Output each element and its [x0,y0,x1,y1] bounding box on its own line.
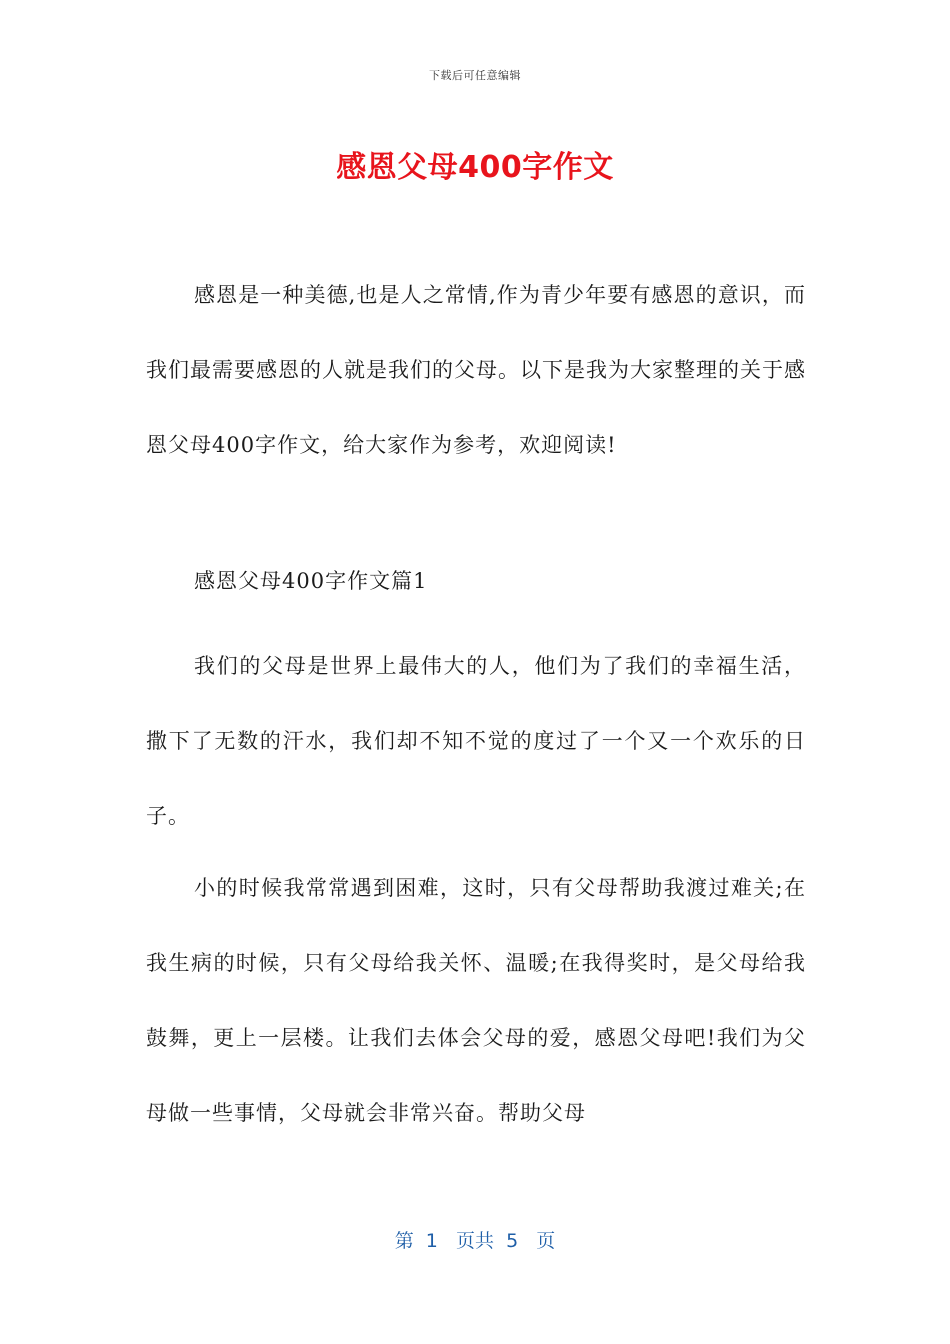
intro-paragraph: 感恩是一种美德,也是人之常情,作为青少年要有感恩的意识，而我们最需要感恩的人就是我们的父母。以下是我为大家整理的关于感恩父母400字作文，给大家作为参考，欢迎阅读! [146,283,806,457]
document-title: 感恩父母400字作文 [336,150,614,185]
header-note: 下载后可任意编辑 [429,69,521,82]
page-indicator: 第 1 页共 5 页 [394,1230,556,1252]
body-paragraph-1: 我们的父母是世界上最伟大的人，他们为了我们的幸福生活，撒下了无数的汗水，我们却不知不觉的度过了一个又一个欢乐的日子。 [146,654,806,828]
body-paragraph-2: 小的时候我常常遇到困难，这时，只有父母帮助我渡过难关;在我生病的时候，只有父母给我关怀、温暖;在我得奖时，是父母给我鼓舞，更上一层楼。让我们去体会父母的爱，感恩父母吧!我们为父母做一些事情，父母就会非常兴奋。帮助父母 [146,876,806,1125]
section-heading: 感恩父母400字作文篇1 [194,569,428,593]
